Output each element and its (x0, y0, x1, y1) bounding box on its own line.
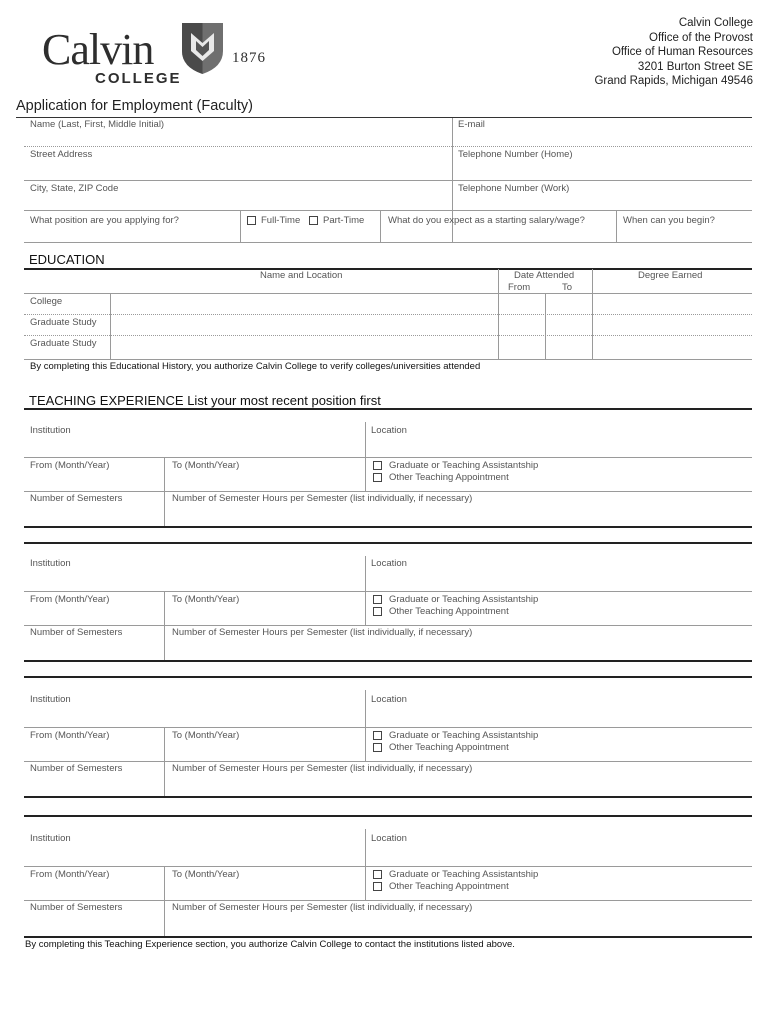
form-title: Application for Employment (Faculty) (16, 98, 253, 114)
divider (24, 293, 752, 294)
assistantship-label: Graduate or Teaching Assistantship (389, 730, 539, 741)
divider (24, 936, 752, 938)
divider (380, 210, 381, 242)
to-date-field[interactable]: To (Month/Year) (172, 460, 240, 471)
education-title: EDUCATION (29, 252, 105, 267)
divider (24, 660, 752, 662)
divider (545, 293, 546, 359)
teaching-title: TEACHING EXPERIENCE List your most recent position first (29, 393, 381, 408)
from-date-field[interactable]: From (Month/Year) (30, 594, 110, 605)
part-time-checkbox[interactable] (309, 216, 318, 225)
divider (24, 359, 752, 360)
education-row-label: Graduate Study (30, 338, 97, 349)
divider (24, 796, 752, 798)
semester-hours-field[interactable]: Number of Semester Hours per Semester (list individually, if necessary) (172, 493, 473, 504)
divider (24, 815, 752, 817)
col-degree: Degree Earned (638, 270, 703, 281)
home-phone-field[interactable]: Telephone Number (Home) (458, 149, 573, 160)
other-appointment-label: Other Teaching Appointment (389, 742, 509, 753)
semester-hours-field[interactable]: Number of Semester Hours per Semester (list individually, if necessary) (172, 763, 473, 774)
position-field[interactable]: What position are you applying for? (30, 215, 179, 226)
other-appointment-checkbox[interactable] (373, 743, 382, 752)
divider (365, 829, 366, 900)
divider (164, 727, 165, 797)
from-date-field[interactable]: From (Month/Year) (30, 730, 110, 741)
divider (240, 210, 241, 242)
location-field[interactable]: Location (371, 558, 407, 569)
address-line: Office of the Provost (649, 31, 753, 44)
col-to: To (562, 282, 573, 293)
logo-wordmark: Calvin (42, 25, 154, 74)
to-date-field[interactable]: To (Month/Year) (172, 730, 240, 741)
institution-field[interactable]: Institution (30, 833, 71, 844)
divider (24, 314, 752, 315)
assistantship-checkbox[interactable] (373, 461, 382, 470)
address-line: Calvin College (678, 17, 753, 29)
col-from: From (508, 282, 531, 293)
education-row-label: Graduate Study (30, 317, 97, 328)
divider (24, 591, 752, 592)
education-authorization-note: By completing this Educational History, you authorize Calvin College to verify colleges/universities attended (30, 361, 481, 372)
assistantship-checkbox[interactable] (373, 731, 382, 740)
divider (24, 491, 752, 492)
city-state-zip-field[interactable]: City, State, ZIP Code (30, 183, 119, 194)
assistantship-label: Graduate or Teaching Assistantship (389, 594, 539, 605)
divider (164, 866, 165, 936)
assistantship-checkbox[interactable] (373, 870, 382, 879)
divider (24, 180, 752, 181)
divider (164, 457, 165, 527)
divider (24, 900, 752, 901)
divider (24, 866, 752, 867)
location-field[interactable]: Location (371, 694, 407, 705)
location-field[interactable]: Location (371, 425, 407, 436)
semesters-field[interactable]: Number of Semesters (30, 493, 123, 504)
divider (24, 676, 752, 678)
from-date-field[interactable]: From (Month/Year) (30, 460, 110, 471)
to-date-field[interactable]: To (Month/Year) (172, 594, 240, 605)
institution-field[interactable]: Institution (30, 694, 71, 705)
divider (24, 408, 752, 410)
divider (616, 210, 617, 242)
education-row-label: College (30, 296, 63, 307)
start-date-field[interactable]: When can you begin? (623, 215, 715, 226)
divider (24, 242, 752, 243)
to-date-field[interactable]: To (Month/Year) (172, 869, 240, 880)
divider (24, 761, 752, 762)
institution-field[interactable]: Institution (30, 558, 71, 569)
college-address (594, 16, 753, 89)
divider (24, 335, 752, 336)
assistantship-checkbox[interactable] (373, 595, 382, 604)
assistantship-label: Graduate or Teaching Assistantship (389, 869, 539, 880)
email-field[interactable]: E-mail (458, 119, 485, 130)
full-time-checkbox[interactable] (247, 216, 256, 225)
assistantship-label: Graduate or Teaching Assistantship (389, 460, 539, 471)
shield-icon (180, 21, 225, 75)
work-phone-field[interactable]: Telephone Number (Work) (458, 183, 570, 194)
divider (24, 625, 752, 626)
divider (24, 457, 752, 458)
full-time-label: Full-Time (261, 215, 301, 226)
location-field[interactable]: Location (371, 833, 407, 844)
calvin-college-logo (40, 20, 280, 90)
semesters-field[interactable]: Number of Semesters (30, 902, 123, 913)
other-appointment-checkbox[interactable] (373, 882, 382, 891)
other-appointment-label: Other Teaching Appointment (389, 472, 509, 483)
address-line: Office of Human Resources (611, 46, 753, 58)
other-appointment-checkbox[interactable] (373, 473, 382, 482)
semesters-field[interactable]: Number of Semesters (30, 763, 123, 774)
institution-field[interactable]: Institution (30, 425, 71, 436)
semester-hours-field[interactable]: Number of Semester Hours per Semester (list individually, if necessary) (172, 902, 473, 913)
logo-college-text: COLLEGE (95, 70, 182, 87)
other-appointment-label: Other Teaching Appointment (389, 606, 509, 617)
street-address-field[interactable]: Street Address (30, 149, 93, 160)
divider (110, 293, 111, 359)
from-date-field[interactable]: From (Month/Year) (30, 869, 110, 880)
divider (24, 146, 752, 147)
address-line: Grand Rapids, Michigan 49546 (594, 75, 753, 87)
address-line: 3201 Burton Street SE (637, 60, 753, 73)
name-field[interactable]: Name (Last, First, Middle Initial) (30, 119, 165, 130)
other-appointment-label: Other Teaching Appointment (389, 881, 509, 892)
divider (365, 690, 366, 761)
semesters-field[interactable]: Number of Semesters (30, 627, 123, 638)
logo-year: 1876 (232, 50, 266, 66)
divider (24, 526, 752, 528)
col-name-location: Name and Location (260, 270, 343, 281)
col-date-attended: Date Attended (514, 270, 575, 281)
divider (24, 727, 752, 728)
teaching-authorization-note: By completing this Teaching Experience section, you authorize Calvin College to contact the institutions listed above. (25, 939, 515, 950)
divider (24, 210, 752, 211)
salary-field[interactable]: What do you expect as a starting salary/wage? (388, 215, 585, 226)
divider (16, 117, 752, 118)
part-time-label: Part-Time (323, 215, 365, 226)
semester-hours-field[interactable]: Number of Semester Hours per Semester (list individually, if necessary) (172, 627, 473, 638)
divider (24, 542, 752, 544)
other-appointment-checkbox[interactable] (373, 607, 382, 616)
divider (164, 591, 165, 661)
